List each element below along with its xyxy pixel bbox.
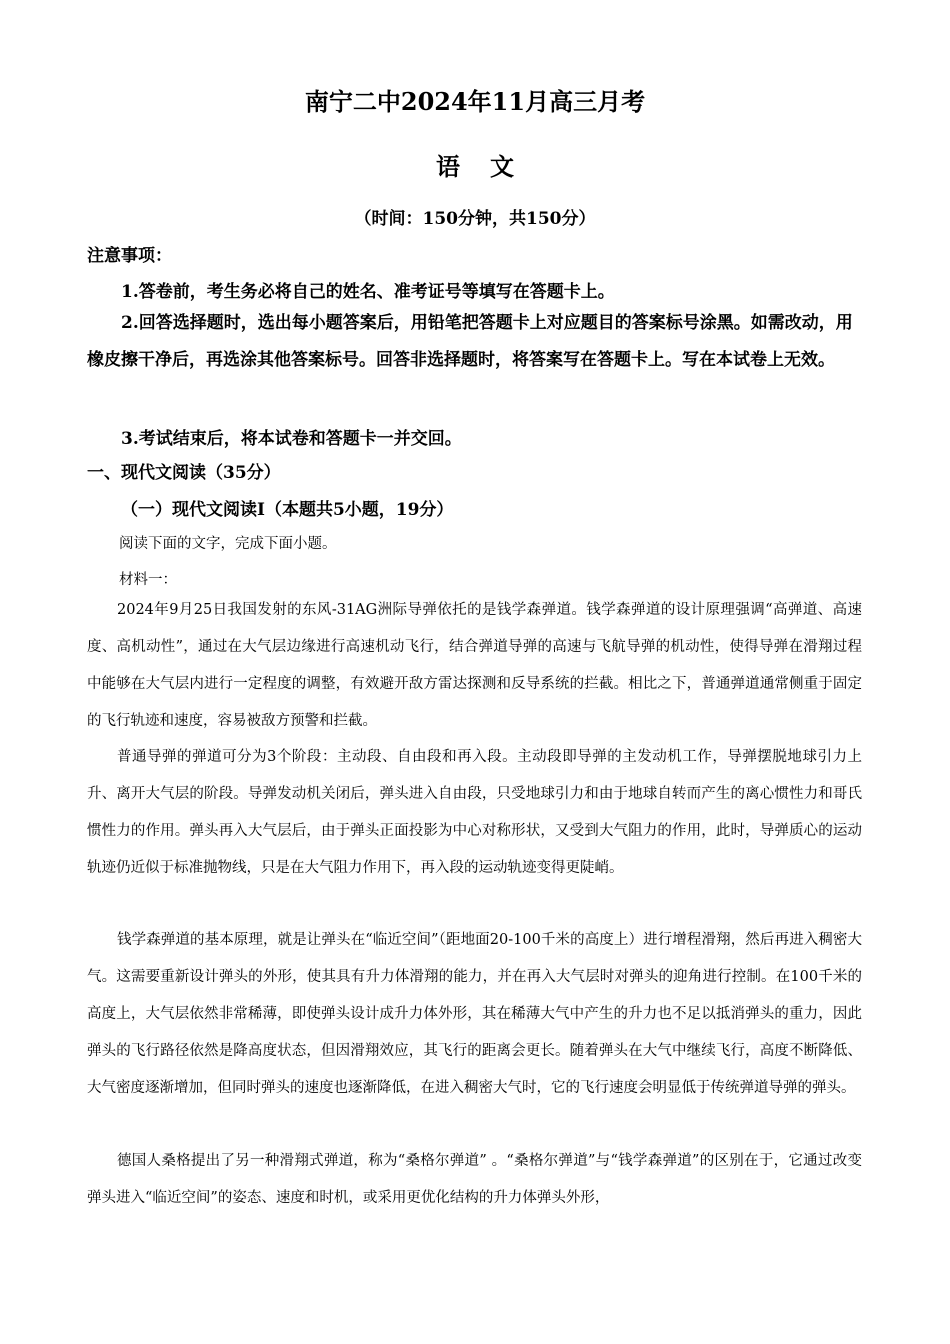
notice-heading: 注意事项： [87,246,172,266]
material-label: 材料一： [119,572,177,588]
subject-title: 语文 [436,152,544,181]
reading-instruction: 阅读下面的文字，完成下面小题。 [119,536,337,552]
section-heading: 一、现代文阅读（35分） [87,463,281,483]
paragraph-1: 2024年9月25日我国发射的东风-31AG洲际导弹依托的是钱学森弹道。钱学森弹道的设计原理强调“高弹道、高速度、高机动性”，通过在大气层边缘进行高速机动飞行，结合弹道导弹的高速与飞航导弹的机动性，使得导弹在滑翔过程中能够在大气层内进行一定程度的调整，有效避开敌方雷达探测和反导系统的拦截。相比之下，普通弹道通常侧重于固定的飞行轨迹和速度，容易被敌方预警和拦截。 [87,602,862,729]
exam-title: 南宁二中2024年11月高三月考 [304,87,646,116]
paragraph-3: 钱学森弹道的基本原理，就是让弹头在“临近空间”（距地面20-100千米的高度上）进行增程滑翔，然后再进入稠密大气。这需要重新设计弹头的外形，使其具有升力体滑翔的能力，并在再入大气层时对弹头的迎角进行控制。在100千米的高度上，大气层依然非常稀薄，即使弹头设计成升力体外形，其在稀薄大气中产生的升力也不足以抵消弹头的重力，因此弹头的飞行路径依然是降高度状态，但因滑翔效应，其飞行的距离会更长。随着弹头在大气中继续飞行，高度不断降低、大气密度逐渐增加，但同时弹头的速度也逐渐降低，在进入稠密大气时，它的飞行速度会明显低于传统弹道导弹的弹头。 [87,932,862,1096]
notice-item-2: 2.回答选择题时，选出每小题答案后，用铅笔把答题卡上对应题目的答案标号涂黑。如需改动，用橡皮擦干净后，再选涂其他答案标号。回答非选择题时，将答案写在答题卡上。写在本试卷上无效。 [87,313,853,370]
subsection-heading: （一）现代文阅读Ⅰ（本题共5小题，19分） [121,500,454,520]
notice-item-1: 1.答卷前，考生务必将自己的姓名、准考证号等填写在答题卡上。 [121,282,615,302]
time-info: （时间：150分钟，共150分） [354,209,596,229]
paragraph-4: 德国人桑格提出了另一种滑翔式弹道，称为“桑格尔弹道” 。“桑格尔弹道”与“钱学森弹道”的区别在于，它通过改变弹头进入“临近空间”的姿态、速度和时机，或采用更优化结构的升力体弹头外形， [87,1153,862,1206]
paragraph-2: 普通导弹的弹道可分为3个阶段：主动段、自由段和再入段。主动段即导弹的主发动机工作，导弹摆脱地球引力上升、离开大气层的阶段。导弹发动机关闭后，弹头进入自由段，只受地球引力和由于地球自转而产生的离心惯性力和哥氏惯性力的作用。弹头再入大气层后，由于弹头正面投影为中心对称形状，又受到大气阻力的作用，此时，导弹质心的运动轨迹仍近似于标准抛物线，只是在大气阻力作用下，再入段的运动轨迹变得更陡峭。 [87,749,862,876]
notice-item-3: 3.考试结束后，将本试卷和答题卡一并交回。 [121,429,462,449]
